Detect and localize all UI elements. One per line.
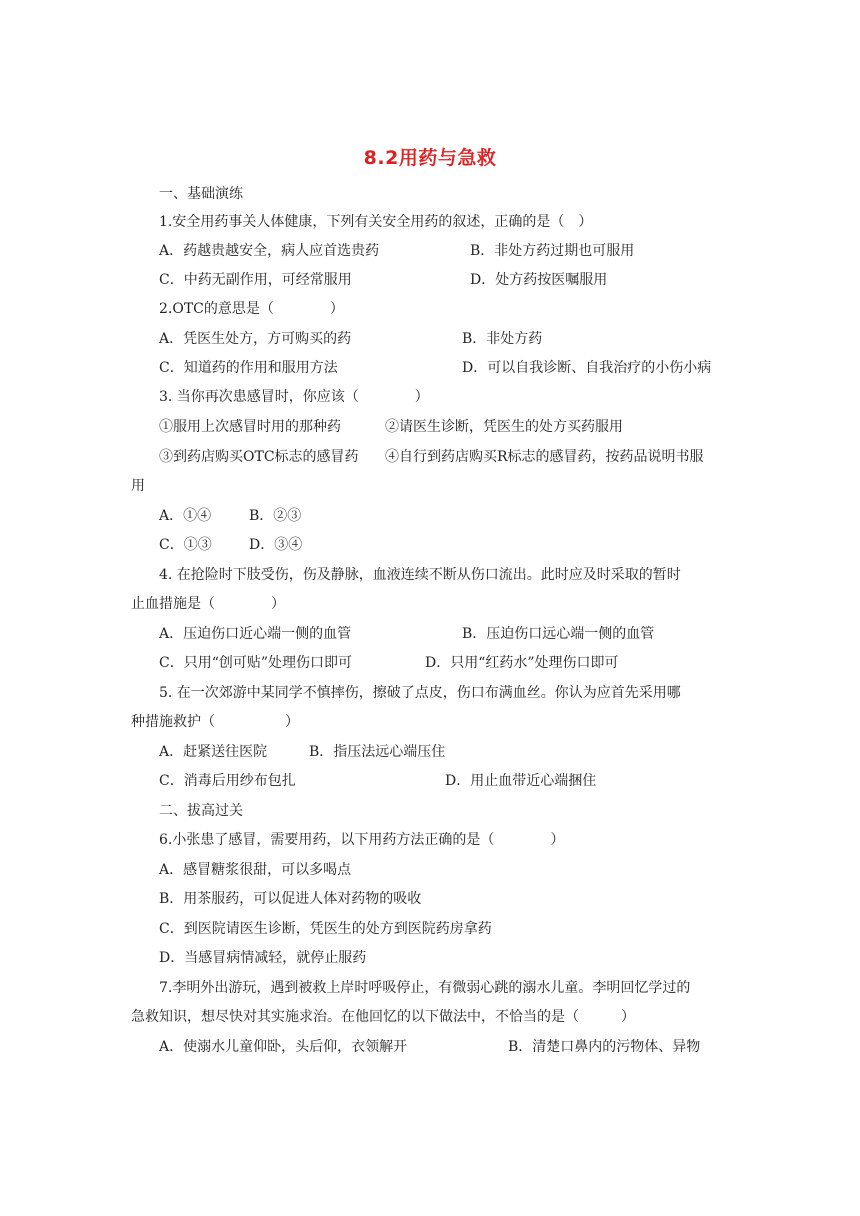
question-3-option-a: A．①④	[159, 508, 212, 524]
question-2-stem: 2.OTC的意思是（ ）	[159, 301, 344, 317]
question-5-option-b: B．指压法远心端压住	[309, 744, 446, 760]
question-5-stem-line1: 5. 在一次郊游中某同学不慎摔伤，擦破了点皮，伤口布满血丝。你认为应首先采用哪	[159, 685, 681, 701]
section-heading-basic: 一、基础演练	[159, 186, 243, 202]
question-4-option-d: D．只用“红药水”处理伤口即可	[425, 655, 619, 671]
question-7-stem-line2: 急救知识，想尽快对其实施求治。在他回忆的以下做法中，不恰当的是（ ）	[131, 1009, 635, 1025]
question-6-option-d: D．当感冒病情减轻，就停止服药	[159, 950, 367, 966]
question-7-stem-line1: 7.李明外出游玩，遇到被救上岸时呼吸停止，有微弱心跳的溺水儿童。李明回忆学过的	[159, 980, 691, 996]
question-5-option-a: A．赶紧送往医院	[159, 744, 268, 760]
question-3-choice-4-continued: 用	[131, 478, 145, 494]
question-2-option-a: A．凭医生处方，方可购买的药	[159, 331, 352, 347]
question-6-option-c: C．到医院请医生诊断，凭医生的处方到医院药房拿药	[159, 921, 492, 937]
question-3-choice-4: ④自行到药店购买R标志的感冒药，按药品说明书服	[385, 449, 704, 465]
question-3-option-d: D．③④	[249, 537, 303, 553]
question-2-option-c: C．知道药的作用和服用方法	[159, 360, 338, 376]
question-3-choice-3: ③到药店购买OTC标志的感冒药	[159, 449, 359, 465]
question-3-choice-2: ②请医生诊断，凭医生的处方买药服用	[385, 419, 623, 435]
question-4-option-c: C．只用“创可贴”处理伤口即可	[159, 655, 353, 671]
question-3-option-c: C．①③	[159, 537, 212, 553]
question-7-option-a: A．使溺水儿童仰卧，头后仰，衣领解开	[159, 1039, 408, 1055]
question-5-option-d: D．用止血带近心端捆住	[445, 773, 597, 789]
page-title: 8.2用药与急救	[363, 147, 497, 169]
question-4-option-a: A．压迫伤口近心端一侧的血管	[159, 626, 352, 642]
question-3-stem: 3. 当你再次患感冒时，你应该（ ）	[159, 389, 429, 405]
question-1-option-d: D．处方药按医嘱服用	[470, 272, 608, 288]
question-2-option-d: D．可以自我诊断、自我治疗的小伤小病	[462, 360, 712, 376]
question-6-option-a: A．感冒糖浆很甜，可以多喝点	[159, 862, 352, 878]
question-4-option-b: B．压迫伤口远心端一侧的血管	[462, 626, 655, 642]
question-1-option-b: B．非处方药过期也可服用	[470, 243, 635, 259]
question-3-option-b: B．②③	[249, 508, 302, 524]
question-4-stem-line1: 4. 在抢险时下肢受伤，伤及静脉，血液连续不断从伤口流出。此时应及时采取的暂时	[159, 567, 681, 583]
question-1-option-c: C．中药无副作用，可经常服用	[159, 272, 352, 288]
question-7-option-b: B．清楚口鼻内的污物体、异物	[508, 1039, 701, 1055]
question-5-option-c: C．消毒后用纱布包扎	[159, 773, 296, 789]
question-3-choice-1: ①服用上次感冒时用的那种药	[159, 419, 341, 435]
question-5-stem-line2: 种措施救护（ ）	[131, 714, 299, 730]
section-heading-advanced: 二、拔高过关	[159, 803, 243, 819]
question-1-stem: 1.安全用药事关人体健康，下列有关安全用药的叙述，正确的是（ ）	[159, 214, 593, 230]
question-6-option-b: B．用茶服药，可以促进人体对药物的吸收	[159, 891, 422, 907]
question-4-stem-line2: 止血措施是（ ）	[131, 596, 285, 612]
question-1-option-a: A．药越贵越安全，病人应首选贵药	[159, 243, 380, 259]
question-2-option-b: B．非处方药	[462, 331, 543, 347]
question-6-stem: 6.小张患了感冒，需要用药，以下用药方法正确的是（ ）	[159, 832, 565, 848]
